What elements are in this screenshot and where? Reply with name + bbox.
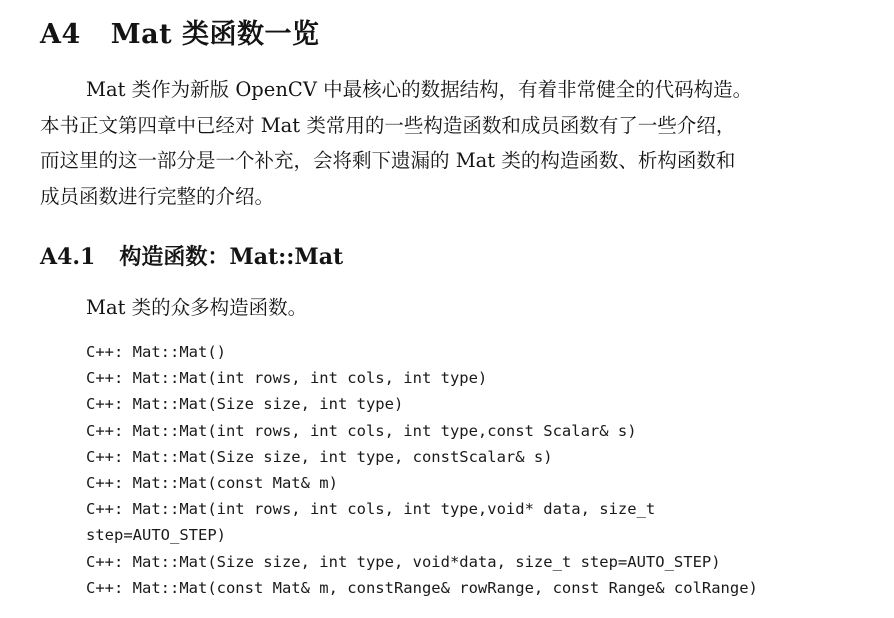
code-line: C++: Mat::Mat(int rows, int cols, int type,const Scalar& s) [86,421,637,440]
code-line: C++: Mat::Mat(int rows, int cols, int type) [86,369,488,388]
code-line: C++: Mat::Mat() [86,343,226,361]
section-heading [40,12,320,51]
code-line: C++: Mat::Mat(Size size, int type) [86,395,404,414]
code-line: step=AUTO_STEP) [86,526,226,545]
code-line: C++: Mat::Mat(const Mat& m, constRange& rowRange, const Range& colRange) [86,578,758,597]
code-line: C++: Mat::Mat(const Mat& m) [86,474,338,493]
paragraph-line: 本书正文第四章中已经对 Mat 类常用的一些构造函数和成员函数有了一些介绍， [40,113,736,137]
paragraph-line: Mat 类作为新版 OpenCV 中最核心的数据结构，有着非常健全的代码构造。 [86,78,753,101]
subsection-title: 构造函数：Mat::Mat [119,244,344,270]
section-number: A4 [40,19,81,50]
subsection-intro: Mat 类的众多构造函数。 [86,296,308,319]
section-title: Mat 类函数一览 [110,19,320,50]
paragraph-line: 而这里的这一部分是一个补充，会将剩下遗漏的 Mat 类的构造函数、析构函数和 [40,149,736,172]
paragraph-line: 成员函数进行完整的介绍。 [40,184,275,208]
section-paragraph [40,72,880,214]
code-line: C++: Mat::Mat(int rows, int cols, int type,void* data, size_t [86,500,656,519]
code-line: C++: Mat::Mat(Size size, int type, void*data, size_t step=AUTO_STEP) [86,552,721,571]
code-line: C++: Mat::Mat(Size size, int type, constScalar& s) [86,447,553,466]
code-listing [86,339,758,601]
subsection-heading [40,240,343,271]
subsection-number: A4.1 [40,244,96,270]
